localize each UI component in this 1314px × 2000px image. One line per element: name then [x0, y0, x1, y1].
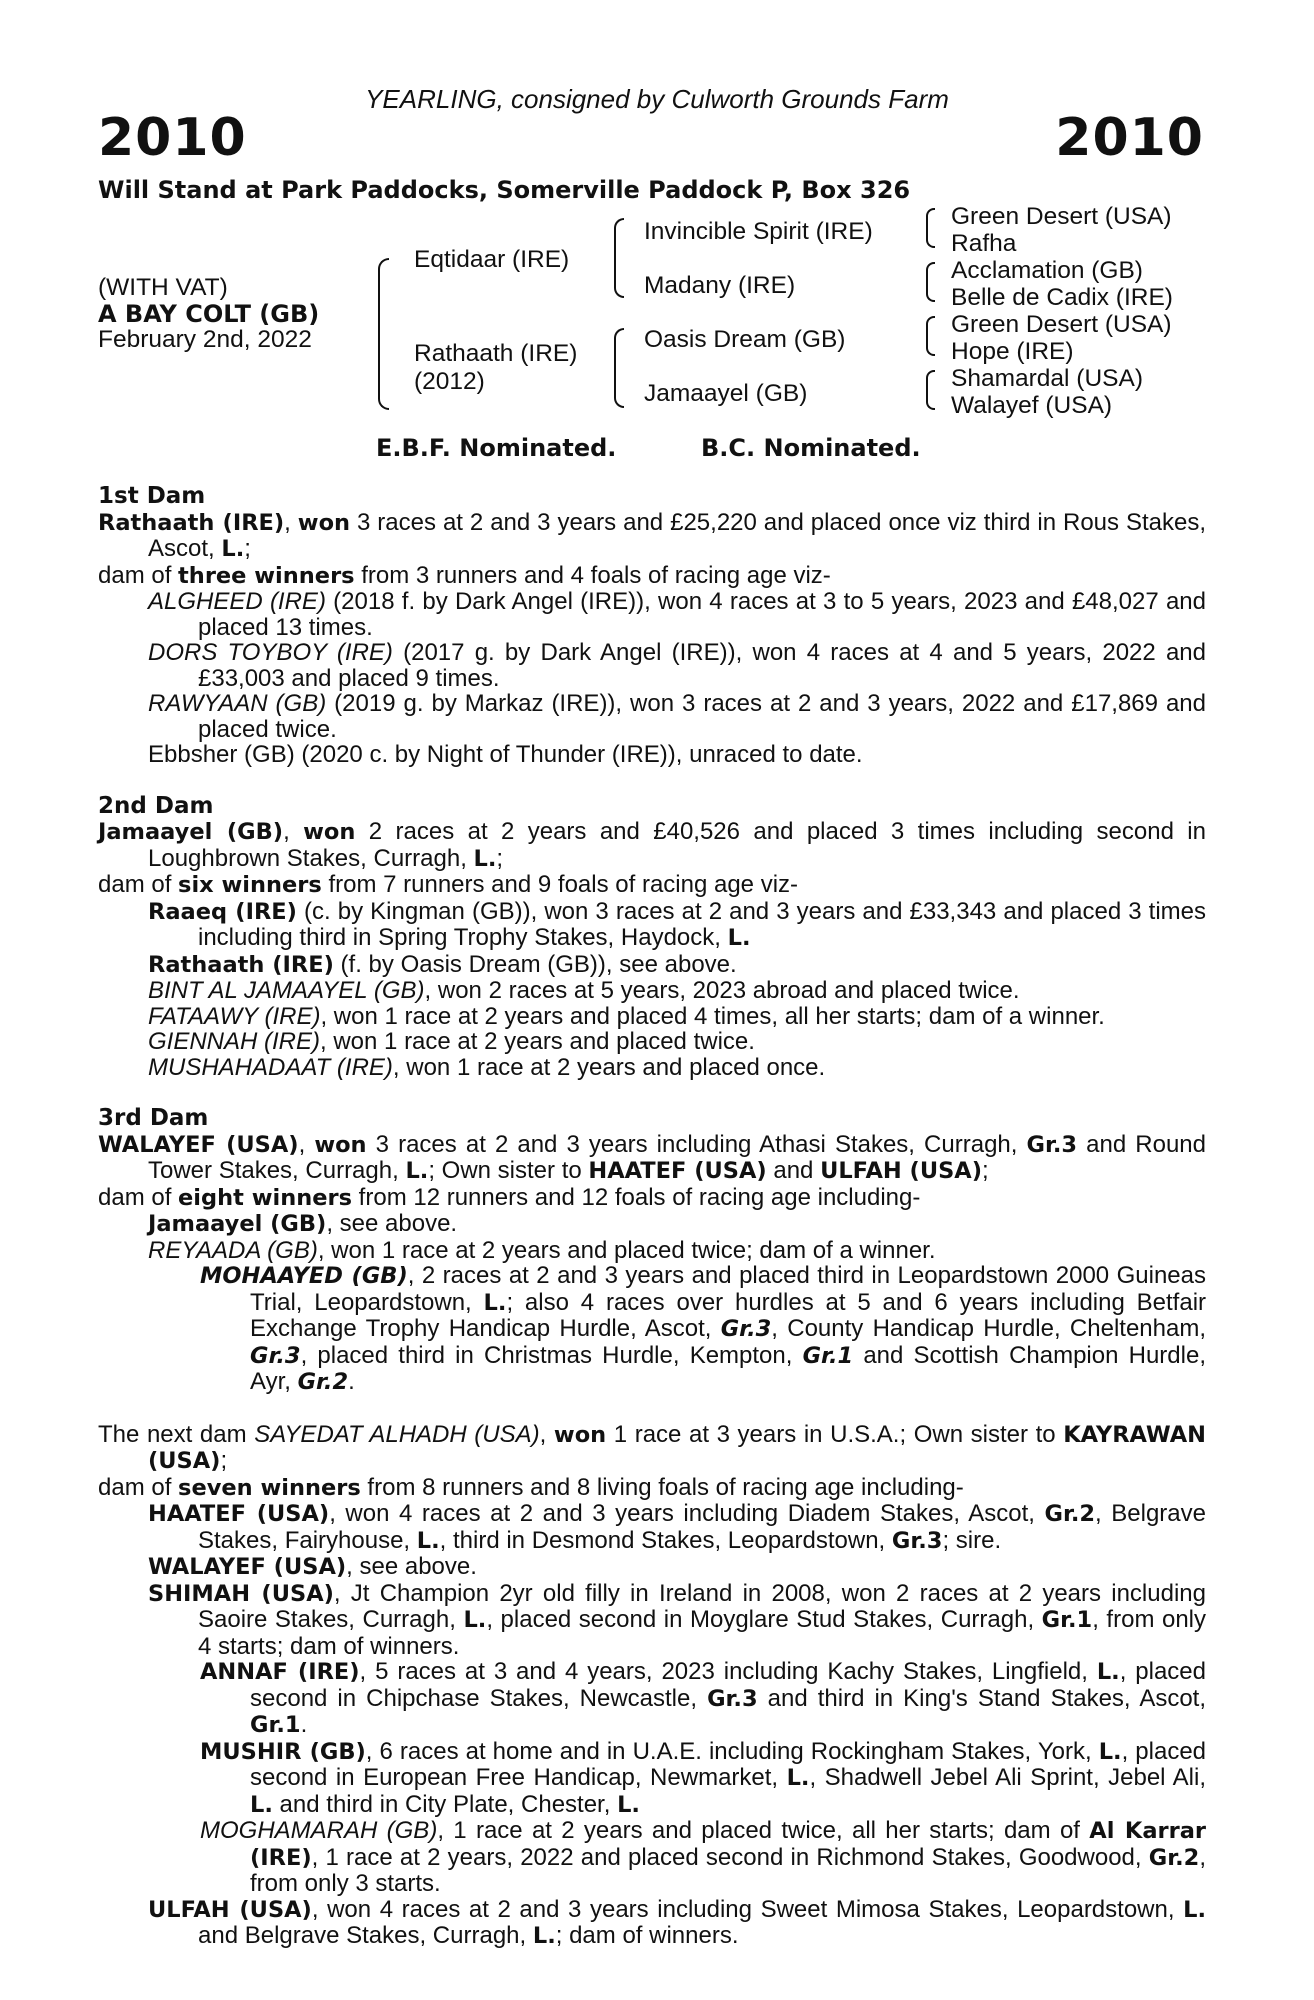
- entry-text: GIENNAH (IRE): [148, 1028, 321, 1055]
- pedigree-entry: [98, 640, 1206, 691]
- entry-text: and third in King's Stand Stakes, Ascot,: [757, 1684, 1207, 1712]
- entry-text: six winners: [178, 872, 322, 898]
- pedigree-entry: [98, 1132, 1206, 1185]
- pedigree-entry: [98, 1238, 1206, 1264]
- entry-text: ; also 4 races over hurdles at 5 and 6 years including Betfair Exchange Trophy Handicap Hurdle, Ascot,: [250, 1288, 1207, 1342]
- entry-text: .: [300, 1711, 308, 1738]
- entry-text: , won 1 race at 2 years and placed 4 times, all her starts; dam of a winner.: [320, 1002, 1105, 1030]
- ds-sire-name: Green Desert (USA): [951, 311, 1172, 338]
- entry-text: 3 races at 2 and 3 years and £25,220 and placed once viz third in Rous Stakes, Ascot,: [148, 508, 1207, 562]
- entry-text: Ebbsher (GB) (2020 c. by Night of Thunder (IRE)), unraced to date.: [148, 741, 863, 768]
- entry-text: ;: [244, 535, 251, 562]
- entry-text: ,: [283, 818, 304, 845]
- entry-text: Rathaath (IRE): [98, 509, 285, 536]
- entry-text: from 7 runners and 9 foals of racing age viz-: [321, 871, 799, 898]
- sd-dam-name: Belle de Cadix (IRE): [951, 284, 1173, 311]
- entry-text: , 2 races at 2 and 3 years and placed third in Leopardstown 2000 Guineas Trial, Leopardstown,: [250, 1262, 1207, 1316]
- pedigree-entry: [98, 1004, 1206, 1030]
- entry-text: Gr.2: [297, 1369, 349, 1395]
- consignment-line: YEARLING, consigned by Culworth Grounds Farm: [365, 84, 949, 114]
- entry-text: L.: [483, 1289, 507, 1316]
- pedigree-entry: [98, 978, 1206, 1004]
- entry-text: KAYRAWAN (USA): [148, 1421, 1206, 1474]
- entry-text: L.: [473, 845, 497, 872]
- entry-text: , see above.: [346, 1553, 477, 1580]
- entry-text: Gr.2: [1148, 1844, 1200, 1871]
- section-spacer: [98, 1396, 1206, 1422]
- entry-text: , Shadwell Jebel Ali Sprint, Jebel Ali,: [809, 1764, 1207, 1791]
- dam-name: Rathaath (IRE): [414, 340, 578, 367]
- entry-text: Jamaayel (GB): [98, 819, 284, 845]
- entry-text: , 5 races at 3 and 4 years, 2023 including Kachy Stakes, Lingfield,: [359, 1658, 1097, 1685]
- entry-text: L.: [617, 1791, 640, 1818]
- section-heading: 3rd Dam: [98, 1105, 209, 1131]
- entry-text: Gr.3: [891, 1527, 943, 1554]
- entry-text: dam of: [98, 561, 179, 589]
- entry-text: from 3 runners and 4 foals of racing age viz-: [354, 561, 831, 589]
- entry-text: SAYEDAT ALHADH (USA): [254, 1420, 540, 1448]
- entry-text: ; sire.: [942, 1526, 1002, 1554]
- entry-text: 2 races at 2 years and £40,526 and placed 3 times including second in Loughbrown Stakes, Curragh,: [148, 818, 1206, 872]
- entry-text: L.: [405, 1158, 429, 1184]
- entry-text: ANNAF (IRE): [200, 1659, 360, 1685]
- entry-text: ULFAH (USA): [148, 1896, 312, 1923]
- entry-text: REYAADA (GB): [148, 1236, 318, 1264]
- entry-text: eight winners: [178, 1184, 353, 1211]
- entry-text: L.: [786, 1765, 810, 1791]
- entry-text: L.: [250, 1791, 273, 1818]
- entry-text: from 12 runners and 12 foals of racing age including-: [352, 1183, 921, 1211]
- entry-text: , placed second in Chipchase Stakes, Newcastle,: [250, 1658, 1206, 1712]
- entry-text: , Belgrave Stakes, Fairyhouse,: [198, 1500, 1206, 1554]
- entry-text: Gr.1: [250, 1712, 301, 1738]
- entry-text: WALAYEF (USA): [148, 1554, 347, 1580]
- entry-text: DORS TOYBOY (IRE): [148, 639, 393, 666]
- entry-text: FATAAWY (IRE): [148, 1002, 321, 1030]
- entry-text: , placed second in Moyglare Stud Stakes, Curragh,: [486, 1606, 1042, 1633]
- entry-text: ;: [982, 1157, 989, 1184]
- entry-text: ,: [539, 1420, 554, 1448]
- entry-text: (f. by Oasis Dream (GB)), see above.: [333, 950, 737, 978]
- entry-text: three winners: [178, 562, 355, 589]
- entry-text: , 6 races at home and in U.A.E. including Rockingham Stakes, York,: [365, 1737, 1099, 1765]
- entry-text: from 8 runners and 8 living foals of racing age including-: [360, 1473, 964, 1501]
- entry-text: , County Handicap Hurdle, Cheltenham,: [771, 1315, 1207, 1342]
- section-heading: 2nd Dam: [98, 792, 214, 819]
- pedigree-entry: [98, 872, 1206, 899]
- horse-name: A BAY COLT (GB): [98, 300, 320, 328]
- entry-text: Gr.3: [720, 1316, 772, 1342]
- pedigree-entry: [98, 1029, 1206, 1055]
- dam-sire-name: Oasis Dream (GB): [644, 326, 846, 353]
- bc-nomination: B.C. Nominated.: [701, 434, 921, 462]
- pedigree-entry: [98, 1501, 1206, 1554]
- entry-text: ; Own sister to: [428, 1157, 589, 1184]
- entry-text: , won 1 race at 2 years and placed twice.: [320, 1028, 755, 1055]
- entry-text: Jamaayel (GB): [148, 1211, 327, 1237]
- entry-text: L.: [727, 925, 751, 951]
- entry-text: .: [348, 1368, 355, 1395]
- entry-text: L.: [416, 1527, 440, 1554]
- entry-text: and Round Tower Stakes, Curragh,: [148, 1130, 1206, 1184]
- entry-text: Gr.2: [1044, 1501, 1096, 1527]
- pedigree-entry: [98, 691, 1206, 742]
- entry-text: won: [553, 1421, 607, 1448]
- entry-text: ,: [298, 1130, 315, 1158]
- entry-text: and Belgrave Stakes, Curragh,: [198, 1922, 533, 1949]
- entry-text: The next dam: [98, 1420, 255, 1448]
- sire-dam-name: Madany (IRE): [644, 272, 796, 299]
- pedigree-brace-dam: [614, 328, 624, 408]
- pedigree-brace-ds: [926, 316, 935, 356]
- pedigree-entry: [98, 1897, 1206, 1950]
- entry-text: MOHAAYED (GB): [200, 1263, 408, 1289]
- entry-text: won: [314, 1131, 367, 1158]
- sire-name: Eqtidaar (IRE): [414, 246, 570, 273]
- entry-text: MUSHAHADAAT (IRE): [148, 1053, 393, 1081]
- pedigree-entry: [98, 899, 1206, 952]
- foaling-date: February 2nd, 2022: [98, 326, 312, 353]
- entry-text: , see above.: [326, 1210, 458, 1237]
- entry-text: , Jt Champion 2yr old filly in Ireland in 2008, won 2 races at 2 years including Saoire Stakes, Curragh,: [198, 1579, 1206, 1633]
- entry-text: ALGHEED (IRE): [148, 588, 326, 615]
- entry-text: SHIMAH (USA): [148, 1580, 334, 1607]
- entry-text: , won 1 race at 2 years and placed twice; dam of a winner.: [317, 1236, 936, 1264]
- pedigree-entry: [98, 1739, 1206, 1819]
- entry-text: dam of: [98, 1473, 179, 1501]
- entry-text: dam of: [98, 871, 179, 898]
- dam-year: (2012): [414, 368, 485, 395]
- ss-sire-name: Green Desert (USA): [951, 203, 1172, 230]
- entry-text: (2017 g. by Dark Angel (IRE)), won 4 races at 4 and 5 years, 2022 and £33,003 and placed 9 times.: [198, 639, 1206, 692]
- pedigree-entry: [98, 1211, 1206, 1238]
- pedigree-entry: [98, 1581, 1206, 1660]
- entry-text: Gr.3: [250, 1342, 301, 1369]
- entry-text: Gr.1: [802, 1342, 854, 1369]
- pedigree-brace-dd: [926, 370, 935, 410]
- entry-text: , placed second in European Free Handicap, Newmarket,: [250, 1737, 1207, 1791]
- entry-text: Gr.3: [707, 1685, 758, 1712]
- entry-text: Rathaath (IRE): [148, 951, 334, 978]
- pedigree-entry: [98, 510, 1206, 563]
- lot-number-left: 2010: [98, 108, 247, 168]
- entry-text: dam of: [98, 1183, 179, 1211]
- entry-text: Raaeq (IRE): [148, 898, 297, 925]
- entry-text: (2018 f. by Dark Angel (IRE)), won 4 races at 3 to 5 years, 2023 and £48,027 and placed 13 times.: [198, 588, 1206, 641]
- entry-text: L.: [1098, 1738, 1122, 1765]
- pedigree-brace-sd: [926, 262, 935, 302]
- entry-text: ;: [496, 844, 504, 872]
- entry-text: RAWYAAN (GB): [148, 690, 327, 717]
- entry-text: MOGHAMARAH (GB): [200, 1817, 438, 1844]
- pedigree-entry: [98, 1185, 1206, 1212]
- entry-text: L.: [532, 1923, 556, 1949]
- pedigree-entry: [98, 1475, 1206, 1502]
- entry-text: BINT AL JAMAAYEL (GB): [148, 977, 425, 1004]
- vat-note: (WITH VAT): [98, 274, 228, 301]
- entry-text: , won 2 races at 5 years, 2023 abroad and placed twice.: [424, 977, 1020, 1004]
- pedigree-entry: [98, 589, 1206, 640]
- pedigree-entry: [98, 1422, 1206, 1475]
- dam-dam-name: Jamaayel (GB): [644, 380, 808, 407]
- ebf-nomination: E.B.F. Nominated.: [376, 434, 617, 462]
- dd-dam-name: Walayef (USA): [951, 392, 1113, 419]
- entry-text: won: [297, 509, 351, 536]
- pedigree-entry: [98, 1263, 1206, 1396]
- entry-text: won: [303, 819, 356, 845]
- pedigree-entry: [98, 952, 1206, 979]
- entry-text: , won 1 race at 2 years and placed once.: [392, 1053, 826, 1081]
- ds-dam-name: Hope (IRE): [951, 338, 1074, 365]
- pedigree-brace-main: [378, 258, 389, 410]
- entry-text: HAATEF (USA): [588, 1158, 767, 1184]
- entry-text: , placed third in Christmas Hurdle, Kempton,: [300, 1341, 803, 1369]
- entry-text: ; dam of winners.: [555, 1922, 739, 1949]
- stand-location: Will Stand at Park Paddocks, Somerville Paddock P, Box 326: [98, 176, 911, 204]
- entry-text: (2019 g. by Markaz (IRE)), won 3 races at 2 and 3 years, 2022 and £17,869 and placed twice.: [198, 690, 1206, 743]
- pedigree-entry: [98, 819, 1206, 872]
- entry-text: , from only 3 starts.: [250, 1843, 1206, 1897]
- dd-sire-name: Shamardal (USA): [951, 365, 1143, 392]
- sd-sire-name: Acclamation (GB): [951, 257, 1143, 284]
- pedigree-entry: [98, 1554, 1206, 1581]
- entry-text: Gr.3: [1026, 1131, 1078, 1158]
- ss-dam-name: Rafha: [951, 230, 1017, 257]
- entry-text: , won 4 races at 2 and 3 years including Sweet Mimosa Stakes, Leopardstown,: [311, 1895, 1184, 1923]
- entry-text: L.: [1183, 1896, 1206, 1923]
- entry-text: Al Karrar (IRE): [250, 1818, 1206, 1871]
- entry-text: , 1 race at 2 years and placed twice, all her starts; dam of: [437, 1817, 1090, 1844]
- produce-record: [98, 484, 1206, 1950]
- pedigree-brace-ss: [926, 208, 935, 248]
- entry-text: , 1 race at 2 years, 2022 and placed second in Richmond Stakes, Goodwood,: [311, 1843, 1149, 1871]
- entry-text: , third in Desmond Stakes, Leopardstown,: [439, 1526, 892, 1554]
- pedigree-entry: [98, 563, 1206, 590]
- entry-text: L.: [1096, 1659, 1120, 1685]
- entry-text: and third in City Plate, Chester,: [272, 1790, 618, 1818]
- pedigree-brace-sire: [614, 218, 624, 298]
- section-heading: 1st Dam: [98, 483, 206, 509]
- entry-text: and Scottish Champion Hurdle, Ayr,: [250, 1341, 1206, 1395]
- entry-text: ,: [284, 508, 298, 536]
- entry-text: L.: [221, 536, 245, 562]
- pedigree-entry: [98, 742, 1206, 768]
- entry-text: (c. by Kingman (GB)), won 3 races at 2 and 3 years and £33,343 and placed 3 times including third in Spring Trophy Stakes, Haydock,: [198, 897, 1207, 951]
- entry-text: L.: [463, 1607, 487, 1633]
- entry-text: and: [766, 1157, 821, 1184]
- entry-text: Gr.1: [1041, 1607, 1093, 1633]
- entry-text: , won 4 races at 2 and 3 years including Diadem Stakes, Ascot,: [329, 1500, 1045, 1527]
- entry-text: ;: [220, 1447, 228, 1474]
- pedigree-entry: [98, 1818, 1206, 1897]
- entry-text: 1 race at 3 years in U.S.A.; Own sister to: [606, 1420, 1064, 1448]
- lot-number-right: 2010: [1055, 108, 1204, 168]
- entry-text: 3 races at 2 and 3 years including Athasi Stakes, Curragh,: [366, 1130, 1027, 1158]
- entry-text: ULFAH (USA): [820, 1158, 982, 1184]
- sire-sire-name: Invincible Spirit (IRE): [644, 218, 873, 245]
- pedigree-entry: [98, 1659, 1206, 1739]
- pedigree-entry: [98, 1055, 1206, 1081]
- entry-text: , from only 4 starts; dam of winners.: [198, 1606, 1207, 1660]
- entry-text: MUSHIR (GB): [200, 1738, 366, 1765]
- entry-text: HAATEF (USA): [148, 1501, 330, 1527]
- entry-text: WALAYEF (USA): [98, 1131, 299, 1158]
- entry-text: seven winners: [178, 1474, 361, 1501]
